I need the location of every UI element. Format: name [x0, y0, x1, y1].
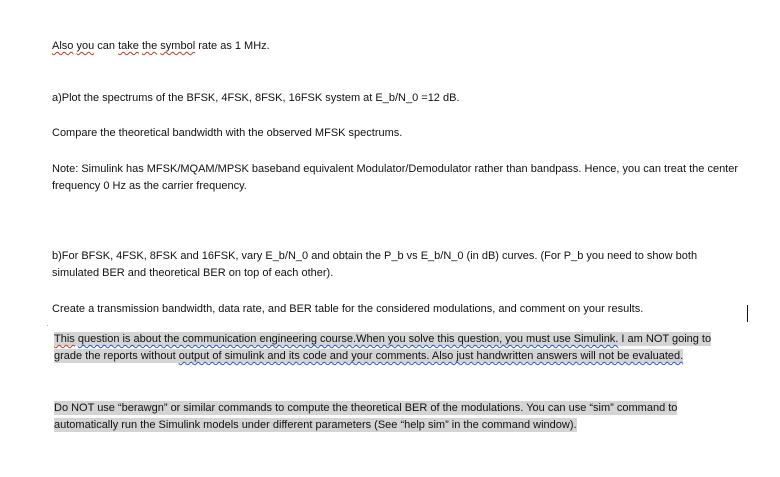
text-fragment: can [94, 40, 119, 52]
berawgn-text: Do NOT use “berawgn” or similar commands to compute the theoretical BER of the modulations. You can use “sim” command to automatically run the Simulink models under different parameters (See “help sim” in the command window). [54, 402, 678, 431]
hl-word-this: This [54, 333, 75, 345]
question-a: a)Plot the spectrums of the BFSK, 4FSK, 8FSK, 16FSK system at E_b/N_0 =12 dB. [52, 92, 460, 104]
berawgn-warning [54, 400, 734, 434]
table-instruction: Create a transmission bandwidth, data rate, and BER table for the considered modulations, and comment on your results. [52, 303, 644, 315]
hl-segment-1: question is about the communication engineering course.When you solve this question, you must use Simulink. [77, 333, 619, 345]
compare-line: Compare the theoretical bandwidth with the observed MFSK spectrums. [52, 127, 403, 139]
text-cursor [747, 305, 748, 322]
text-fragment: rate as 1 MHz. [195, 40, 270, 52]
highlighted-warning [54, 331, 734, 365]
intro-line [52, 38, 742, 55]
word-you: you [76, 40, 95, 52]
word-also: Also [52, 40, 74, 52]
word-the: the [141, 40, 158, 52]
anchor-mark-icon: · [46, 321, 49, 330]
hl-segment-3: output of simulink and its code and your comments. Also just handwritten answers will not be evaluated. [178, 350, 684, 362]
word-take: take [118, 40, 139, 52]
question-b: b)For BFSK, 4FSK, 8FSK and 16FSK, vary E_b/N_0 and obtain the P_b vs E_b/N_0 (in dB) curves. (For P_b you need to show both simulated BER and theoretical BER on top of each other). [52, 250, 698, 279]
hl-segment-2: I am NOT going to grade the reports without [54, 333, 712, 362]
word-symbol: symbol [160, 40, 196, 52]
note-paragraph: Note: Simulink has MFSK/MQAM/MPSK baseband equivalent Modulator/Demodulator rather than bandpass. Hence, you can treat the center frequency 0 Hz as the carrier frequency. [52, 163, 739, 192]
